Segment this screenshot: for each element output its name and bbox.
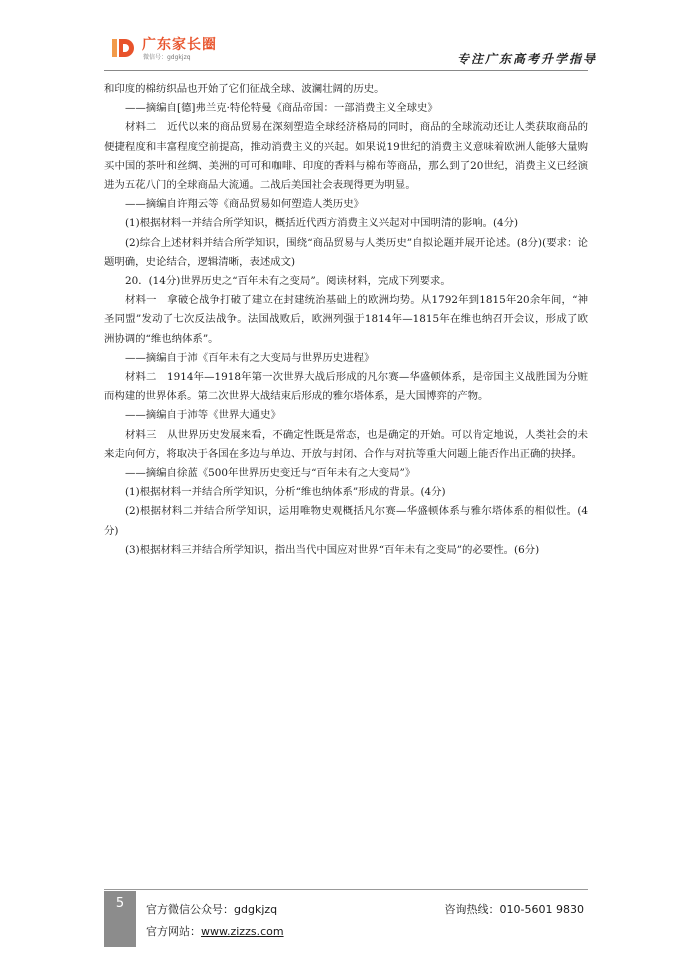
question-item: (1)根据材料一并结合所学知识，概括近代西方消费主义兴起对中国明清的影响。(4分) xyxy=(125,217,519,230)
question-item: (1)根据材料一并结合所学知识，分析“维也纳体系”形成的背景。(4分) xyxy=(125,486,446,499)
source-citation: ——摘编自于沛《百年未有之大变局与世界历史进程》 xyxy=(125,351,375,364)
header-divider xyxy=(104,70,588,71)
material-paragraph: 材料一 拿破仑战争打破了建立在封建统治基础上的欧洲均势。从1792年到1815年20余年间，“神圣同盟”发动了七次反法战争。法国战败后，欧洲列强于1814年—1815年在维也纳召开会议，形成了欧洲协调的“维也纳体系”。 xyxy=(104,294,588,345)
question-item: (2)根据材料二并结合所学知识，运用唯物史观概括凡尔赛—华盛顿体系与雅尔塔体系的相似性。(4分) xyxy=(104,505,588,537)
page-number: 5 xyxy=(104,891,136,947)
source-citation: ——摘编自徐蓝《500年世界历史变迁与“百年未有之大变局”》 xyxy=(125,467,416,480)
logo-name: 广东家长圈 xyxy=(142,37,217,53)
footer-wechat: 官方微信公众号：gdgkjzq xyxy=(146,903,278,916)
footer-divider xyxy=(104,889,588,890)
logo-d-icon xyxy=(112,36,138,60)
page-header xyxy=(0,0,691,80)
document-body xyxy=(104,80,588,560)
page-footer xyxy=(104,889,588,947)
website-link[interactable]: www.zizzs.com xyxy=(201,925,284,938)
source-citation: ——摘编自许翔云等《商品贸易如何塑造人类历史》 xyxy=(125,198,364,211)
material-paragraph: 材料二 1914年—1918年第一次世界大战后形成的凡尔赛—华盛顿体系，是帝国主义战胜国为分赃而构建的世界体系。第二次世界大战结束后形成的雅尔塔体系，是大国博弈的产物。 xyxy=(104,371,588,403)
footer-hotline: 咨询热线：010-5601 9830 xyxy=(444,903,584,916)
paragraph: 和印度的棉纺织品也开始了它们征战全球、波澜壮阔的历史。 xyxy=(104,83,385,95)
website-label: 官方网站： xyxy=(146,925,201,938)
material-paragraph: 材料二 近代以来的商品贸易在深刻塑造全球经济格局的同时，商品的全球流动还让人类获取商品的便捷程度和丰富程度空前提高，推动消费主义的兴起。如果说19世纪的消费主义意味着欧洲人能够大量购买中国的茶叶和丝绸、美洲的可可和咖啡、印度的香料与棉布等商品，那么到了20世纪，消费主义已经演进为五花八门的全球商品大流通。二战后美国社会表现得更为明显。 xyxy=(104,121,588,192)
question-item: (2)综合上述材料并结合所学知识，围绕“商品贸易与人类历史”自拟论题并展开论述。(8分)(要求：论题明确，史论结合，逻辑清晰，表述成文) xyxy=(104,236,588,268)
logo-wechat-id: 微信号：gdgkjzq xyxy=(143,54,191,61)
source-citation: ——摘编自[德]弗兰克·特伦特曼《商品帝国：一部消费主义全球史》 xyxy=(125,102,438,115)
footer-website xyxy=(146,923,284,939)
material-paragraph: 材料三 从世界历史发展来看，不确定性既是常态，也是确定的开始。可以肯定地说，人类社会的未来走向何方，将取决于各国在多边与单边、开放与封闭、合作与对抗等重大问题上能否作出正确的抉择。 xyxy=(104,428,588,460)
question-heading: 20．(14分)世界历史之“百年未有之变局”。阅读材料，完成下列要求。 xyxy=(125,275,451,288)
brand-logo[interactable] xyxy=(112,34,222,62)
question-item: (3)根据材料三并结合所学知识，指出当代中国应对世界“百年未有之变局”的必要性。(6分) xyxy=(125,543,540,556)
source-citation: ——摘编自于沛等《世界大通史》 xyxy=(125,409,281,422)
header-tagline: 专注广东高考升学指导 xyxy=(456,52,597,66)
